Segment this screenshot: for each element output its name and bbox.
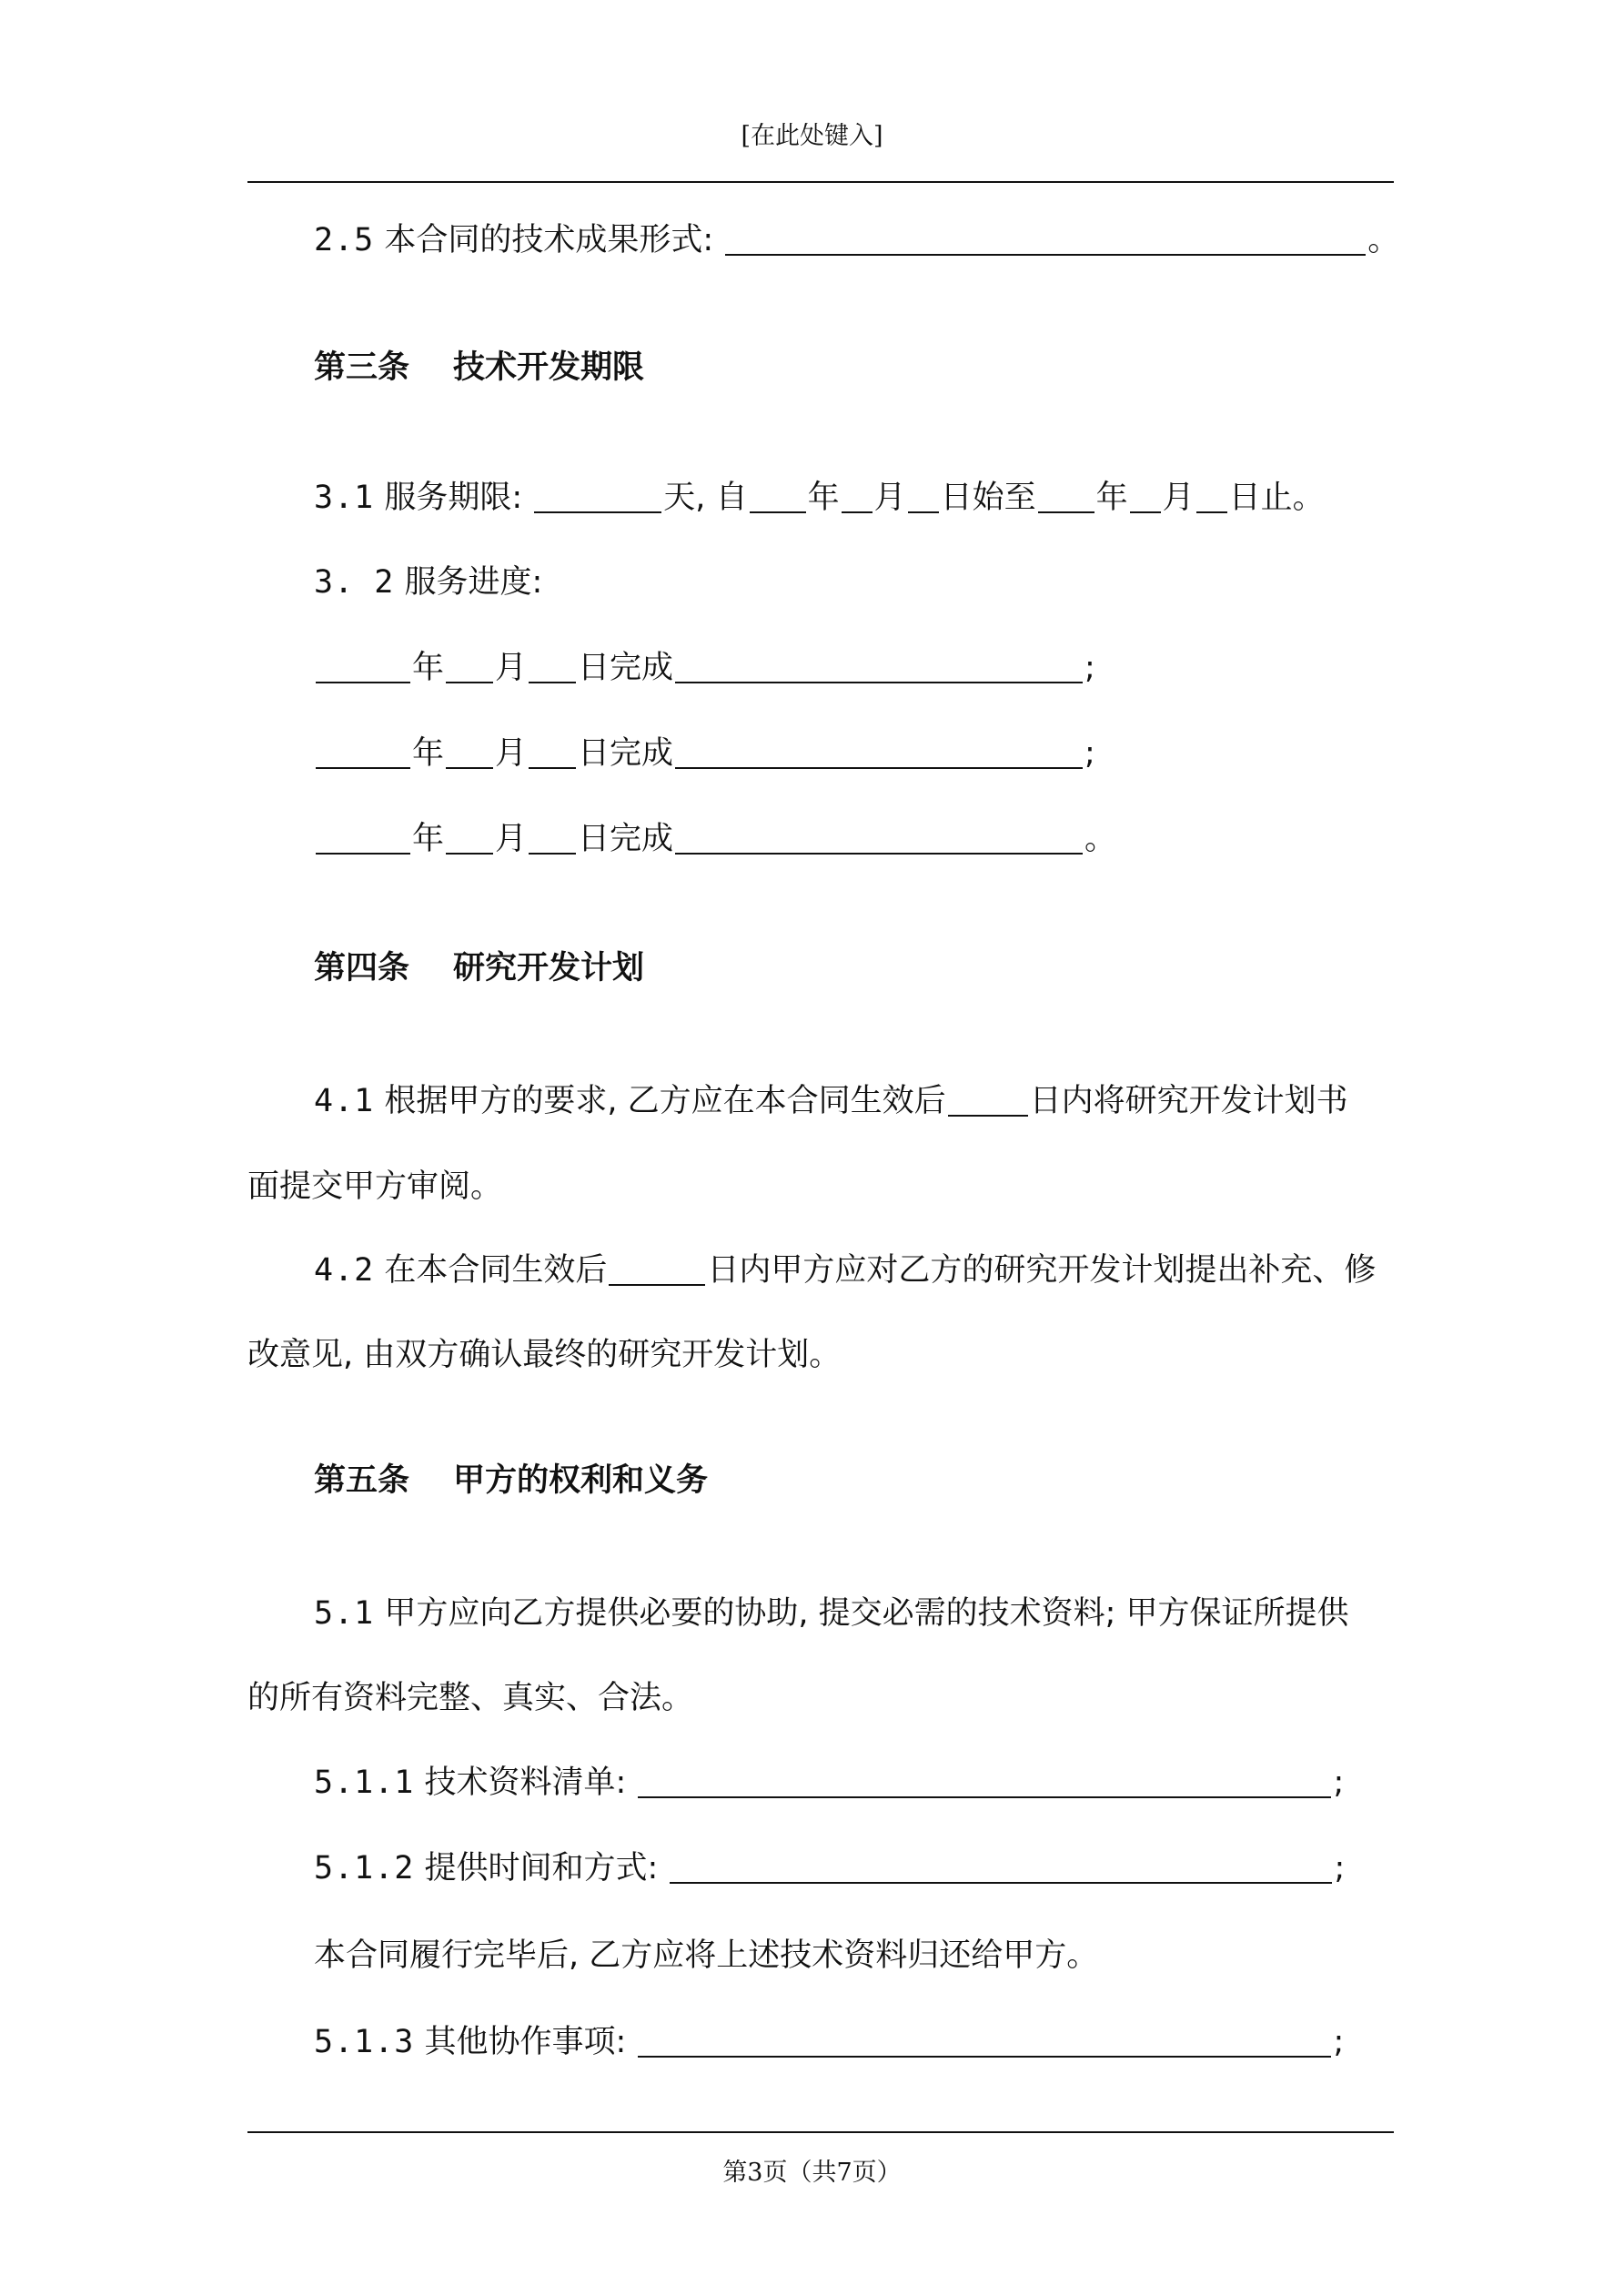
days-blank[interactable] — [609, 1257, 705, 1286]
year-blank[interactable] — [316, 654, 410, 683]
month-unit: 月 — [873, 480, 906, 516]
article-title: 甲方的权利和义务 — [453, 1462, 709, 1499]
clause-text: 的所有资料完整、真实、合法。 — [247, 1680, 694, 1716]
page-footer: 第3页（共7页） — [722, 2159, 902, 2187]
article-title: 技术开发期限 — [453, 349, 645, 386]
year-unit: 年 — [412, 735, 445, 772]
year-unit: 年 — [412, 650, 445, 686]
clause-number: 5.1.3 — [314, 2024, 415, 2060]
article-number: 第四条 — [314, 950, 410, 986]
fill-blank[interactable] — [670, 1855, 1332, 1884]
progress-line-2 — [314, 733, 1095, 774]
month-blank[interactable] — [446, 825, 493, 855]
year-unit: 年 — [1095, 480, 1128, 516]
clause-number: 2.5 — [314, 222, 375, 258]
article-number: 第五条 — [314, 1462, 410, 1499]
clause-5-1-1 — [314, 1763, 1344, 1803]
day-blank[interactable] — [1196, 484, 1227, 513]
clause-label: 技术资料清单: — [424, 1765, 627, 1801]
fill-blank[interactable] — [638, 1769, 1331, 1798]
clause-label: 服务期限: — [384, 480, 523, 516]
clause-4-2-cont — [247, 1335, 841, 1375]
year-blank[interactable] — [316, 740, 410, 769]
day-blank[interactable] — [529, 740, 576, 769]
clause-end: ; — [1333, 1765, 1345, 1801]
clause-4-1-cont — [247, 1167, 502, 1207]
clause-2-5 — [314, 220, 1399, 260]
clause-text: 日内甲方应对乙方的研究开发计划提出补充、修 — [707, 1252, 1377, 1289]
year-blank[interactable] — [750, 484, 806, 513]
clause-end: 。 — [1367, 222, 1400, 258]
year-blank[interactable] — [1038, 484, 1094, 513]
year-blank[interactable] — [316, 825, 410, 855]
article-5-heading — [314, 1461, 708, 1501]
page-header: [在此处键入] — [741, 122, 883, 150]
end-text: 日止。 — [1228, 480, 1325, 516]
complete-text: 日完成 — [578, 650, 674, 686]
month-blank[interactable] — [446, 654, 493, 683]
clause-number: 5.1 — [314, 1595, 375, 1632]
line-end: ; — [1084, 650, 1095, 686]
clause-3-2 — [314, 562, 542, 602]
article-number: 第三条 — [314, 349, 410, 386]
complete-text: 日完成 — [578, 821, 674, 857]
year-unit: 年 — [412, 821, 445, 857]
clause-5-1-2 — [314, 1848, 1345, 1888]
clause-5-1 — [314, 1593, 1349, 1633]
day-blank[interactable] — [529, 654, 576, 683]
progress-line-3 — [314, 819, 1116, 859]
article-4-heading — [314, 948, 644, 988]
days-unit: 天, — [663, 480, 706, 516]
day-blank[interactable] — [908, 484, 939, 513]
fill-blank[interactable] — [638, 2028, 1331, 2058]
month-unit: 月 — [495, 650, 528, 686]
from-text: 自 — [715, 480, 748, 516]
line-end: ; — [1084, 735, 1095, 772]
clause-text: 本合同履行完毕后, 乙方应将上述技术资料归还给甲方。 — [314, 1937, 1099, 1974]
month-unit: 月 — [495, 821, 528, 857]
day-blank[interactable] — [529, 825, 576, 855]
month-blank[interactable] — [842, 484, 873, 513]
clause-text: 根据甲方的要求, 乙方应在本合同生效后 — [384, 1083, 946, 1119]
complete-text: 日完成 — [578, 735, 674, 772]
clause-label: 本合同的技术成果形式: — [384, 222, 714, 258]
clause-end: ; — [1334, 1850, 1346, 1886]
clause-text: 面提交甲方审阅。 — [247, 1168, 503, 1205]
days-blank[interactable] — [948, 1087, 1028, 1117]
clause-4-1 — [314, 1081, 1348, 1121]
month-blank[interactable] — [1130, 484, 1161, 513]
clause-number: 5.1.1 — [314, 1765, 415, 1801]
article-title: 研究开发计划 — [453, 950, 645, 986]
clause-end: ; — [1333, 2024, 1345, 2060]
clause-5-1-cont — [247, 1678, 693, 1718]
fill-blank[interactable] — [675, 654, 1083, 683]
clause-3-1 — [314, 478, 1325, 518]
month-unit: 月 — [495, 735, 528, 772]
fill-blank[interactable] — [725, 227, 1366, 256]
clause-label: 其他协作事项: — [424, 2024, 627, 2060]
header-rule — [247, 181, 1394, 183]
line-end: 。 — [1084, 821, 1117, 857]
month-unit: 月 — [1162, 480, 1195, 516]
clause-4-2 — [314, 1250, 1376, 1290]
return-note — [314, 1936, 1098, 1976]
clause-5-1-3 — [314, 2022, 1344, 2062]
fill-blank[interactable] — [675, 740, 1083, 769]
clause-number: 4.2 — [314, 1252, 375, 1289]
clause-label: 服务进度: — [404, 564, 543, 601]
month-blank[interactable] — [446, 740, 493, 769]
clause-text: 日内将研究开发计划书 — [1029, 1083, 1348, 1119]
clause-number: 3. 2 — [314, 564, 395, 601]
clause-label: 提供时间和方式: — [424, 1850, 659, 1886]
fill-blank[interactable] — [675, 825, 1083, 855]
start-text: 日始至 — [940, 480, 1036, 516]
year-unit: 年 — [807, 480, 840, 516]
clause-text: 改意见, 由双方确认最终的研究开发计划。 — [247, 1337, 842, 1373]
footer-rule — [247, 2131, 1394, 2133]
clause-number: 3.1 — [314, 480, 375, 516]
article-3-heading — [314, 348, 644, 388]
clause-number: 5.1.2 — [314, 1850, 415, 1886]
clause-text: 在本合同生效后 — [384, 1252, 608, 1289]
clause-number: 4.1 — [314, 1083, 375, 1119]
progress-line-1 — [314, 648, 1095, 688]
days-blank[interactable] — [534, 484, 661, 513]
clause-text: 甲方应向乙方提供必要的协助, 提交必需的技术资料; 甲方保证所提供 — [384, 1595, 1349, 1632]
